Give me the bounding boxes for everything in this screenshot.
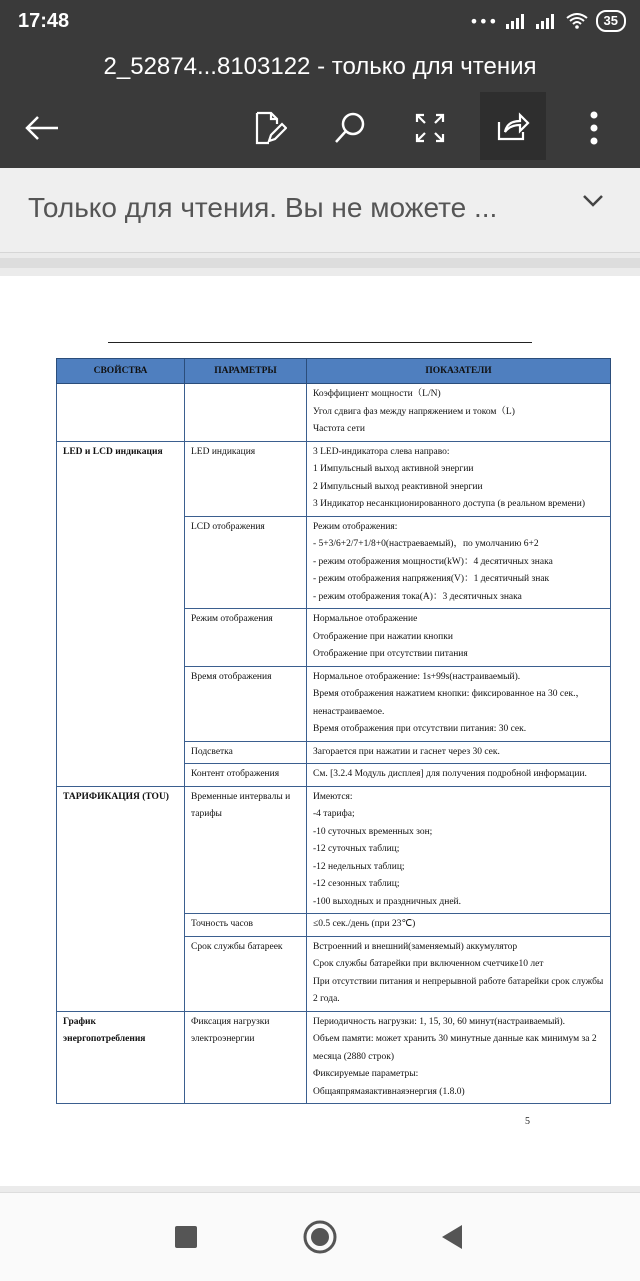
value-line: Загорается при нажатии и гаснет через 30 сек. xyxy=(313,746,500,757)
value-line: 3 Индикатор несанкционированного доступа (в реальном времени) xyxy=(313,499,586,509)
page-gap xyxy=(0,258,640,268)
value-line: -12 недельных таблиц; xyxy=(313,861,405,872)
document-title: 2_52874...8103122 - только для чтения xyxy=(0,44,640,90)
value-line: Коэффициент мощности（L/N) xyxy=(313,389,441,399)
value-cell xyxy=(307,764,611,787)
column-header: ПАРАМЕТРЫ xyxy=(185,359,307,384)
value-line: Срок службы батарейки при включенном счетчике10 лет xyxy=(313,959,544,969)
property-cell xyxy=(57,384,185,442)
parameter-cell: LCD отображения xyxy=(185,516,307,609)
value-cell xyxy=(307,516,611,609)
value-line: Отображение при нажатии кнопки xyxy=(313,631,453,642)
status-time: 17:48 xyxy=(18,10,70,32)
document-page[interactable] xyxy=(0,276,640,1186)
value-cell xyxy=(307,936,611,1011)
signal-icon-2 xyxy=(536,13,558,29)
value-line: Угол сдвига фаз между напряжением и током（L) xyxy=(313,406,515,417)
parameter-cell: LED индикация xyxy=(185,441,307,516)
value-line: Нормальное отображение: 1s+99s(настраиваемый). xyxy=(313,671,521,682)
column-header: СВОЙСТВА xyxy=(57,359,185,384)
parameter-cell: Контент отображения xyxy=(185,764,307,787)
value-line: Отображение при отсутствии питания xyxy=(313,649,468,659)
property-cell: ТАРИФИКАЦИЯ (TOU) xyxy=(57,786,185,1011)
value-line: 2 Импульсный выход реактивной энергии xyxy=(313,481,483,492)
parameter-cell: Фиксация нагрузки электроэнергии xyxy=(185,1011,307,1104)
table-header-row xyxy=(57,359,611,384)
value-line: 1 Импульсный выход активной энергии xyxy=(313,464,474,474)
parameter-cell xyxy=(185,384,307,442)
value-line: Режим отображения: xyxy=(313,521,398,532)
value-line: Частота сети xyxy=(313,424,365,434)
value-cell xyxy=(307,786,611,914)
value-line: Время отображения нажатием кнопки: фиксированное на 30 сек.，ненастраиваемое. xyxy=(313,689,585,717)
value-cell xyxy=(307,609,611,667)
back-arrow-icon xyxy=(24,114,60,142)
value-line: -10 суточных временных зон; xyxy=(313,826,433,837)
edit-document-icon xyxy=(253,110,287,146)
battery-indicator: 35 xyxy=(596,10,626,32)
status-icons xyxy=(469,10,626,32)
value-cell xyxy=(307,666,611,741)
read-only-banner[interactable] xyxy=(0,168,640,253)
home-button[interactable] xyxy=(298,1215,342,1259)
spec-table xyxy=(56,358,611,1104)
value-cell xyxy=(307,914,611,937)
table-row xyxy=(57,786,611,914)
value-cell xyxy=(307,441,611,516)
dots-icon: ••• xyxy=(469,11,498,31)
value-cell xyxy=(307,384,611,442)
value-line: ≤0.5 сек./день (при 23℃) xyxy=(313,919,416,929)
value-line: Периодичность нагрузки: 1, 15, 30, 60 минут(настраиваемый). xyxy=(313,1016,566,1027)
table-row xyxy=(57,384,611,442)
value-line: -12 сезонных таблиц; xyxy=(313,879,400,889)
search-icon xyxy=(333,111,367,145)
parameter-cell: Срок службы батареек xyxy=(185,936,307,1011)
value-line: Время отображения при отсутствии питания: 30 сек. xyxy=(313,724,527,734)
status-bar xyxy=(0,0,640,44)
property-cell: График энергопотребления xyxy=(57,1011,185,1104)
recents-button[interactable] xyxy=(164,1215,208,1259)
recents-square-icon xyxy=(175,1226,197,1248)
search-button[interactable] xyxy=(322,100,378,156)
wifi-icon xyxy=(566,13,588,29)
home-circle-icon xyxy=(303,1220,337,1254)
table-row xyxy=(57,441,611,516)
more-options-button[interactable] xyxy=(566,100,622,156)
parameter-cell: Точность часов xyxy=(185,914,307,937)
value-line: Фиксируемые параметры: xyxy=(313,1069,419,1079)
column-header: ПОКАЗАТЕЛИ xyxy=(307,359,611,384)
value-line: -100 выходных и праздничных дней. xyxy=(313,896,462,907)
value-line: Встроенний и внешний(заменяемый) аккумулятор xyxy=(313,941,518,952)
value-line: - режим отображения напряжения(V)：1 десятичный знак xyxy=(313,574,550,584)
table-row xyxy=(57,1011,611,1104)
header-line xyxy=(108,342,532,343)
parameter-cell: Время отображения xyxy=(185,666,307,741)
value-line: Нормальное отображение xyxy=(313,614,418,624)
value-line: -12 суточных таблиц; xyxy=(313,844,400,854)
toolbar xyxy=(0,90,640,168)
value-line: При отсутствии питания и непрерывной работе батарейки срок службы 2 года. xyxy=(313,976,604,1004)
share-button[interactable] xyxy=(480,92,546,160)
system-nav-bar xyxy=(0,1192,640,1281)
parameter-cell: Временные интервалы и тарифы xyxy=(185,786,307,914)
edit-button[interactable] xyxy=(242,100,298,156)
back-triangle-icon xyxy=(440,1224,464,1250)
back-nav-button[interactable] xyxy=(430,1215,474,1259)
value-line: Объем памяти: может хранить 30 минутные данные как минимум за 2 месяца (2880 строк) xyxy=(313,1034,597,1062)
signal-icon xyxy=(506,13,528,29)
parameter-cell: Подсветка xyxy=(185,741,307,764)
value-line: - 5+3/6+2/7+1/8+0(настраеваемый)，по умолчанию 6+2 xyxy=(313,539,539,549)
value-line: Имеются: xyxy=(313,791,353,802)
value-line: - режим отображения тока(А)：3 десятичных знака xyxy=(313,591,522,602)
value-cell xyxy=(307,1011,611,1104)
fullscreen-button[interactable] xyxy=(402,100,458,156)
value-line: См. [3.2.4 Модуль дисплея] для получения подробной информации. xyxy=(313,769,587,779)
back-button[interactable] xyxy=(14,100,70,156)
page-number: 5 xyxy=(525,1116,530,1127)
value-line: -4 тарифа; xyxy=(313,809,355,819)
value-line: Общаяпрямаяактивнаяэнергия (1.8.0) xyxy=(313,1086,465,1097)
parameter-cell: Режим отображения xyxy=(185,609,307,667)
fullscreen-icon xyxy=(414,112,446,144)
value-cell xyxy=(307,741,611,764)
read-only-text: Только для чтения. Вы не можете ... xyxy=(28,192,498,223)
more-icon xyxy=(590,111,598,145)
chevron-down-icon[interactable] xyxy=(582,194,604,208)
value-line: 3 LED-индикатора слева направо: xyxy=(313,446,450,457)
share-icon xyxy=(496,110,530,142)
property-cell: LED и LCD индикация xyxy=(57,441,185,786)
value-line: - режим отображения мощности(kW)：4 десятичных знака xyxy=(313,556,553,567)
